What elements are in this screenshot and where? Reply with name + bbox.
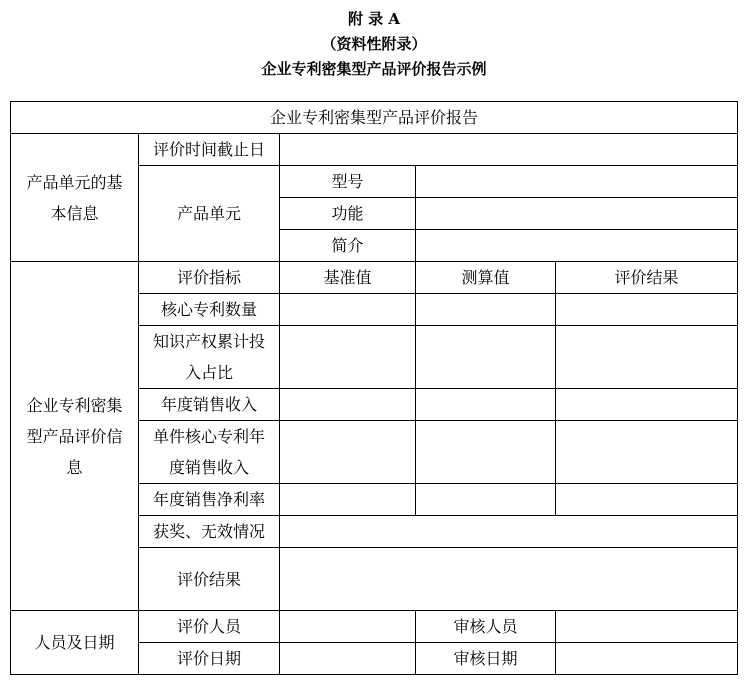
- value-deadline[interactable]: [280, 134, 738, 166]
- value-evaluator[interactable]: [280, 611, 416, 643]
- value-review-date[interactable]: [556, 643, 738, 675]
- cell[interactable]: [556, 421, 738, 484]
- value-model[interactable]: [416, 166, 738, 198]
- value-intro[interactable]: [416, 230, 738, 262]
- label-awards: 获奖、无效情况: [139, 516, 280, 548]
- cell[interactable]: [280, 484, 416, 516]
- cell[interactable]: [280, 421, 416, 484]
- cell[interactable]: [416, 484, 556, 516]
- section-personnel: 人员及日期: [11, 611, 139, 675]
- label-deadline: 评价时间截止日: [139, 134, 280, 166]
- document-title: 企业专利密集型产品评价报告示例: [261, 60, 487, 78]
- table-title: 企业专利密集型产品评价报告: [11, 102, 738, 134]
- label-evaluator: 评价人员: [139, 611, 280, 643]
- label-product-unit: 产品单元: [139, 166, 280, 262]
- indicator-label: 年度销售收入: [139, 389, 280, 421]
- cell[interactable]: [280, 389, 416, 421]
- col-header-measured: 测算值: [416, 262, 556, 294]
- col-header-result: 评价结果: [556, 262, 738, 294]
- cell[interactable]: [416, 326, 556, 389]
- label-function: 功能: [280, 198, 416, 230]
- cell[interactable]: [556, 389, 738, 421]
- indicator-label: 单件核心专利年度销售收入: [139, 421, 280, 484]
- value-reviewer[interactable]: [556, 611, 738, 643]
- indicator-label: 年度销售净利率: [139, 484, 280, 516]
- value-awards[interactable]: [280, 516, 738, 548]
- value-result[interactable]: [280, 548, 738, 611]
- cell[interactable]: [556, 326, 738, 389]
- label-eval-date: 评价日期: [139, 643, 280, 675]
- indicator-label: 核心专利数量: [139, 294, 280, 326]
- cell[interactable]: [280, 326, 416, 389]
- appendix-note: （资料性附录）: [321, 35, 427, 53]
- indicator-label: 知识产权累计投入占比: [139, 326, 280, 389]
- cell[interactable]: [416, 421, 556, 484]
- label-result: 评价结果: [139, 548, 280, 611]
- section-basic-info: 产品单元的基本信息: [11, 134, 139, 262]
- col-header-baseline: 基准值: [280, 262, 416, 294]
- label-reviewer: 审核人员: [416, 611, 556, 643]
- section-evaluation-info: 企业专利密集型产品评价信息: [11, 262, 139, 611]
- col-header-indicator: 评价指标: [139, 262, 280, 294]
- cell[interactable]: [416, 389, 556, 421]
- label-intro: 简介: [280, 230, 416, 262]
- value-function[interactable]: [416, 198, 738, 230]
- cell[interactable]: [416, 294, 556, 326]
- cell[interactable]: [280, 294, 416, 326]
- label-review-date: 审核日期: [416, 643, 556, 675]
- label-model: 型号: [280, 166, 416, 198]
- cell[interactable]: [556, 484, 738, 516]
- appendix-label: 附 录 A: [347, 10, 401, 28]
- evaluation-report-table: [10, 101, 738, 675]
- value-eval-date[interactable]: [280, 643, 416, 675]
- cell[interactable]: [556, 294, 738, 326]
